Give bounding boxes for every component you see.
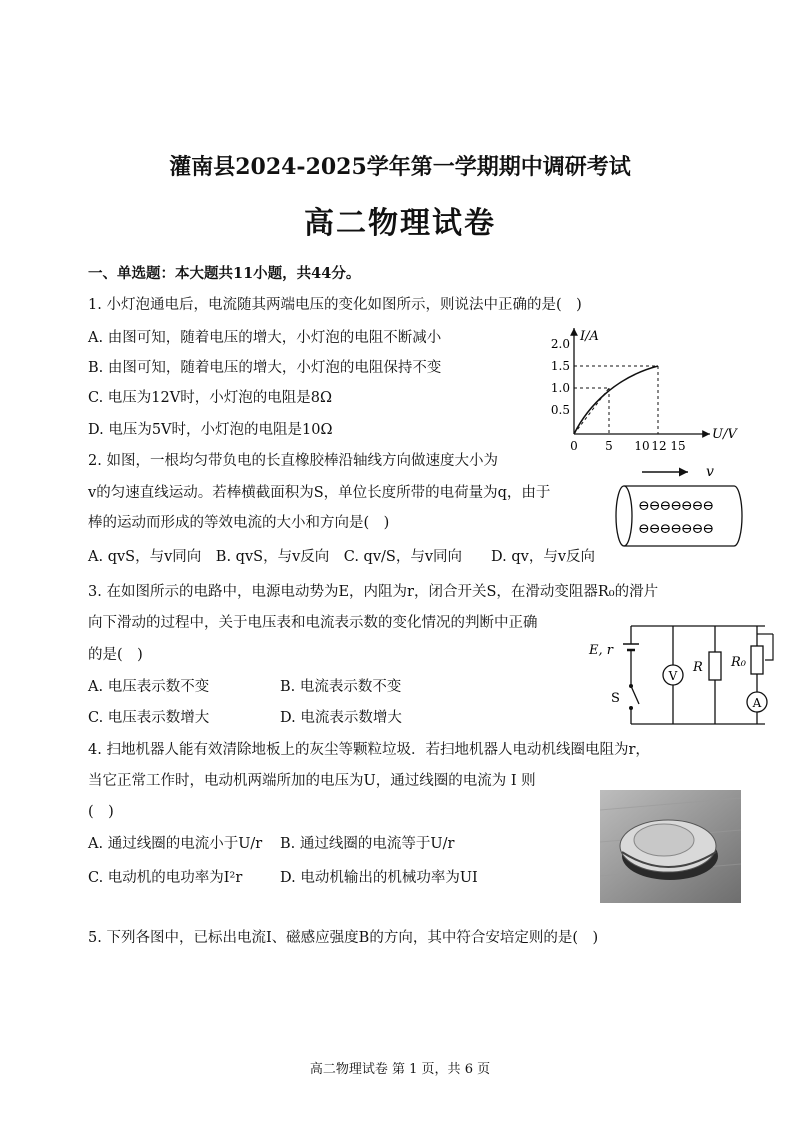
q1-option-a: A. 由图可知，随着电压的增大，小灯泡的电阻不断减小 (88, 330, 442, 346)
resistor-r-label: R (693, 660, 703, 675)
switch-label: S (611, 691, 620, 706)
charge-row-2: ⊖⊖⊖⊖⊖⊖⊖ (638, 521, 714, 537)
rheostat-label: R₀ (731, 655, 746, 670)
xtick-0: 0 (570, 439, 578, 453)
q1-stem: 1. 小灯泡通电后，电流随其两端电压的变化如图所示，则说法中正确的是( ) (88, 297, 582, 313)
q3-option-a: A. 电压表示数不变 (88, 679, 210, 695)
q4-option-c: C. 电动机的电功率为I²r (88, 870, 243, 886)
velocity-label: v (706, 464, 714, 480)
q2-line1: 2. 如图，一根均匀带负电的长直橡胶棒沿轴线方向做速度大小为 (88, 453, 498, 469)
iu-graph (530, 322, 745, 457)
q4-line2: 当它正常工作时，电动机两端所加的电压为U，通过线圈的电流为 I 则 (88, 773, 536, 789)
q3-option-c: C. 电压表示数增大 (88, 710, 210, 726)
switch-blade (631, 686, 639, 704)
section-heading: 一、单选题：本大题共11小题，共44分。 (88, 265, 361, 282)
ammeter-label: A (752, 696, 762, 710)
q2-line2: v的匀速直线运动。若棒横截面积为S，单位长度所带的电荷量为q，由于 (88, 485, 551, 501)
paper-title: 高二物理试卷 (304, 206, 496, 241)
iu-curve (574, 366, 658, 434)
q1-option-c: C. 电压为12V时，小灯泡的电阻是8Ω (88, 390, 332, 406)
rubber-rod-figure (610, 458, 745, 553)
ytick-2-0: 2.0 (550, 337, 570, 351)
ytick-0-5: 0.5 (550, 403, 570, 417)
q2-line3: 棒的运动而形成的等效电流的大小和方向是( ) (88, 515, 390, 531)
q3-line2: 向下滑动的过程中，关于电压表和电流表示数的变化情况的判断中正确 (88, 615, 538, 631)
q3-option-d: D. 电流表示数增大 (280, 710, 402, 726)
page-footer: 高二物理试卷 第 1 页，共 6 页 (309, 1062, 491, 1077)
xtick-12: 12 (651, 439, 667, 453)
q5-stem: 5. 下列各图中，已标出电流I、磁感应强度B的方向，其中符合安培定则的是( ) (88, 930, 599, 946)
xtick-10: 10 (634, 439, 650, 453)
q2-options: A. qvS，与v同向 B. qvS，与v反向 C. qv/S，与v同向 D. qv，与v反向 (88, 549, 596, 565)
source-label: E, r (589, 643, 613, 658)
q1-option-b: B. 由图可知，随着电压的增大，小灯泡的电阻保持不变 (88, 360, 442, 376)
resistor-r (709, 652, 721, 680)
rheostat-slider (765, 634, 773, 660)
rod-body (624, 486, 742, 546)
q4-option-b: B. 通过线圈的电流等于U/r (280, 836, 455, 852)
charge-row-1: ⊖⊖⊖⊖⊖⊖⊖ (638, 498, 714, 514)
exam-title: 灌南县2024-2025学年第一学期期中调研考试 (169, 154, 631, 180)
graph-xlabel: U/V (712, 427, 737, 442)
q3-line3: 的是( ) (88, 647, 143, 663)
q4-line3: ( ) (88, 804, 114, 820)
ytick-1-5: 1.5 (550, 359, 570, 373)
ytick-1-0: 1.0 (550, 381, 570, 395)
q3-option-b: B. 电流表示数不变 (280, 679, 402, 695)
rheostat-r0 (751, 646, 763, 674)
q4-option-d: D. 电动机输出的机械功率为UI (280, 870, 478, 886)
q1-option-d: D. 电压为5V时，小灯泡的电阻是10Ω (88, 422, 333, 438)
circuit-diagram (585, 616, 780, 736)
voltmeter-label: V (668, 669, 678, 683)
xtick-15: 15 (670, 439, 686, 453)
rod-end (616, 486, 632, 546)
graph-ylabel: I/A (580, 329, 599, 344)
robot-vacuum-photo (600, 790, 741, 903)
vacuum-lid (634, 824, 694, 856)
q4-option-a: A. 通过线圈的电流小于U/r (88, 836, 263, 852)
q4-line1: 4. 扫地机器人能有效清除地板上的灰尘等颗粒垃圾．若扫地机器人电动机线圈电阻为r， (88, 742, 650, 758)
xtick-5: 5 (605, 439, 613, 453)
q3-line1: 3. 在如图所示的电路中，电源电动势为E，内阻为r，闭合开关S，在滑动变阻器R₀的滑片 (88, 584, 659, 600)
